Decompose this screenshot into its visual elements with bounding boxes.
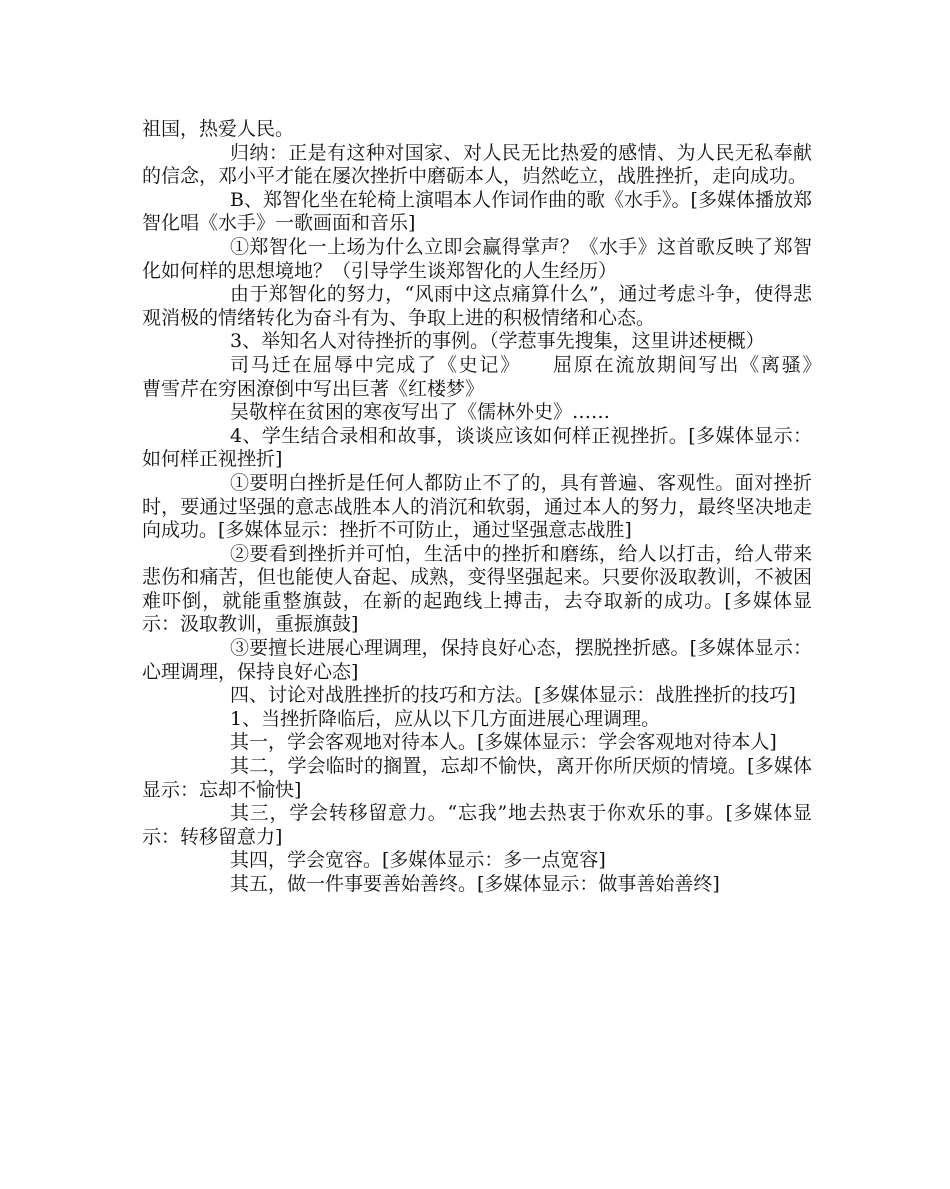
paragraph: 司马迁在屈辱中完成了《史记》 屈原在流放期间写出《离骚》 曹雪芹在穷困潦倒中写出巨著《红楼梦》: [142, 353, 851, 400]
paragraph: 四、讨论对战胜挫折的技巧和方法。[多媒体显示：战胜挫折的技巧]: [230, 684, 796, 707]
paragraph: 其四，学会宽容。[多媒体显示：多一点宽容]: [230, 849, 606, 872]
paragraph: 其二，学会临时的搁置，忘却不愉快，离开你所厌烦的情境。[多媒体显示：忘却不愉快]: [142, 755, 812, 801]
document-body: [142, 118, 851, 897]
paragraph: 由于郑智化的努力，“风雨中这点痛算什么”，通过考虑斗争，使得悲观消极的情绪转化为奋斗有为、争取上进的积极情绪和心态。: [142, 283, 812, 329]
paragraph: 归纳：正是有这种对国家、对人民无比热爱的感情、为人民无私奉献的信念，邓小平才能在屡次挫折中磨砺本人，岿然屹立，战胜挫折，走向成功。: [142, 141, 812, 188]
paragraph: 其一，学会客观地对待本人。[多媒体显示：学会客观地对待本人]: [230, 731, 777, 754]
paragraph: ①郑智化一上场为什么立即会赢得掌声？《水手》这首歌反映了郑智化如何样的思想境地？（引导学生谈郑智化的人生经历）: [142, 235, 812, 282]
paragraph: ①要明白挫折是任何人都防止不了的，具有普遍、客观性。面对挫折时，要通过坚强的意志战胜本人的消沉和软弱，通过本人的努力，最终坚决地走向成功。[多媒体显示：挫折不可防止，通过坚强意志战胜]: [142, 471, 812, 542]
paragraph: 3、举知名人对待挫折的事例。（学惹事先搜集，这里讲述梗概）: [230, 330, 765, 353]
paragraph: B、郑智化坐在轮椅上演唱本人作词作曲的歌《水手》。[多媒体播放郑智化唱《水手》一歌画面和音乐]: [142, 188, 812, 235]
paragraph: ②要看到挫折并可怕，生活中的挫折和磨练，给人以打击，给人带来悲伤和痛苦，但也能使人奋起、成熟，变得坚强起来。只要你汲取教训，不被困难吓倒，就能重整旗鼓，在新的起跑线上搏击，去夺取新的成功。[多媒体显示：汲取教训，重振旗鼓]: [142, 542, 812, 636]
paragraph: 吴敬梓在贫困的寒夜写出了《儒林外史》……: [230, 401, 611, 424]
paragraph: 祖国，热爱人民。: [142, 118, 295, 140]
paragraph: ③要擅长进展心理调理，保持良好心态，摆脱挫折感。[多媒体显示：心理调理，保持良好心态]: [142, 637, 812, 683]
paragraph: 其五，做一件事要善始善终。[多媒体显示：做事善始善终]: [230, 873, 720, 895]
paragraph: 其三，学会转移留意力。“忘我”地去热衷于你欢乐的事。[多媒体显示：转移留意力]: [142, 802, 812, 848]
paragraph: 4、学生结合录相和故事，谈谈应该如何样正视挫折。[多媒体显示：如何样正视挫折]: [142, 424, 812, 471]
paragraph: 1、当挫折降临后，应从以下几方面进展心理调理。: [230, 707, 661, 730]
